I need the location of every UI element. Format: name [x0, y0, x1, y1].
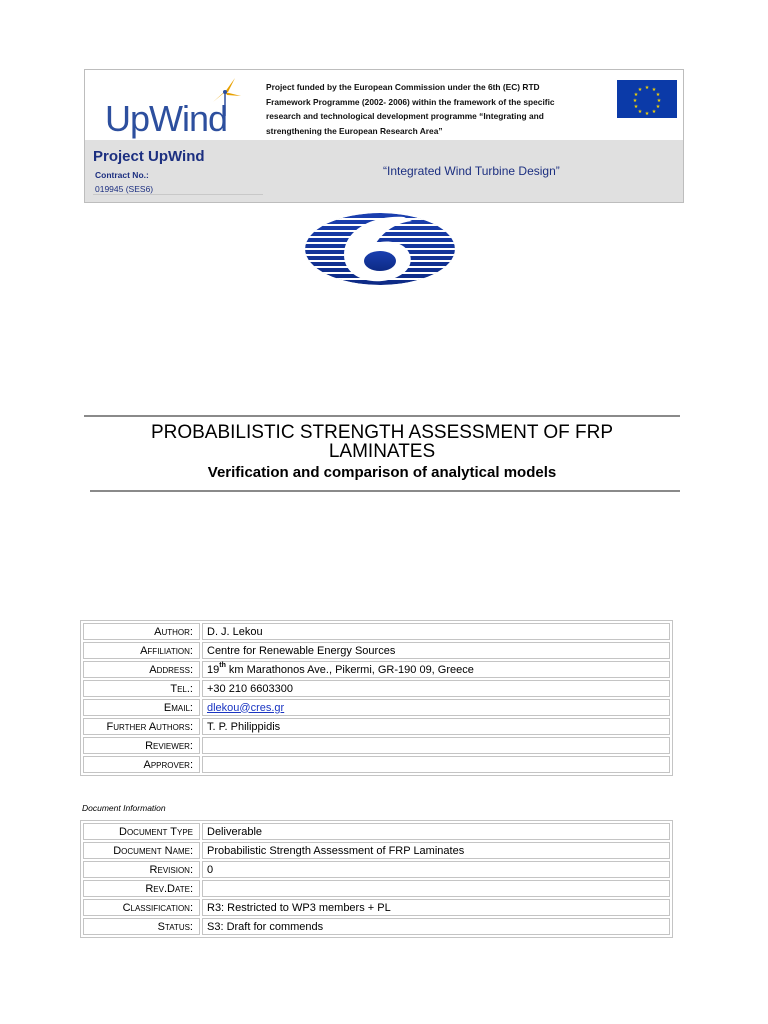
affiliation-value: Centre for Renewable Energy Sources [202, 642, 670, 659]
tel-label: Tel.: [83, 680, 200, 697]
address-label: Address: [83, 661, 200, 678]
table-row [83, 680, 670, 697]
revision-value: 0 [202, 861, 670, 878]
address-ordinal: th [219, 661, 226, 669]
project-tagline: “Integrated Wind Turbine Design” [383, 164, 560, 178]
table-row [83, 737, 670, 754]
table-row [83, 861, 670, 878]
reviewer-value [202, 737, 670, 754]
rev-date-label: Rev.Date: [83, 880, 200, 897]
svg-text:★: ★ [633, 104, 639, 110]
upwind-logo [99, 76, 269, 139]
project-header [84, 69, 684, 203]
header-top-section [85, 70, 683, 140]
project-title: Project UpWind [93, 148, 205, 165]
title-line: PROBABILISTIC STRENGTH ASSESSMENT OF FRP [150, 422, 614, 443]
doc-type-label: Document Type [83, 823, 200, 840]
author-label: Author: [83, 623, 200, 640]
title-rule-top [84, 415, 680, 417]
table-row [83, 699, 670, 716]
doc-name-value: Probabilistic Strength Assessment of FRP Laminates [202, 842, 670, 859]
table-row [83, 756, 670, 773]
wind-turbine-icon [207, 76, 243, 116]
contract-number: 019945 (SES6) [95, 184, 154, 194]
rev-date-value [202, 880, 670, 897]
funding-statement [266, 80, 596, 138]
address-number: 19 [207, 663, 220, 676]
document-title [84, 423, 680, 461]
table-row [83, 823, 670, 840]
address-value [202, 661, 670, 678]
approver-label: Approver: [83, 756, 200, 773]
svg-text:★: ★ [633, 92, 639, 98]
email-cell [202, 699, 670, 716]
fp6-logo [304, 211, 456, 287]
table-row [83, 880, 670, 897]
svg-text:★: ★ [651, 109, 657, 115]
status-label: Status: [83, 918, 200, 935]
table-row [83, 918, 670, 935]
funding-line: strengthening the European Research Area” [266, 125, 443, 136]
doc-type-value: Deliverable [202, 823, 670, 840]
svg-text:★: ★ [656, 98, 662, 104]
contract-underline [93, 194, 263, 195]
approver-value [202, 756, 670, 773]
revision-label: Revision: [83, 861, 200, 878]
funding-line: research and technological development programme “Integrating and [266, 111, 544, 121]
affiliation-label: Affiliation: [83, 642, 200, 659]
author-table [80, 620, 673, 776]
document-info-table [80, 820, 673, 938]
classification-label: Classification: [83, 899, 200, 916]
address-rest: km Marathonos Ave., Pikermi, GR-190 09, Greece [225, 663, 474, 676]
author-value: D. J. Lekou [202, 623, 670, 640]
reviewer-label: Reviewer: [83, 737, 200, 754]
funding-line: Project funded by the European Commission under the 6th (EC) RTD [266, 82, 540, 92]
svg-text:★: ★ [644, 85, 650, 91]
funding-line: Framework Programme (2002- 2006) within the framework of the specific [266, 96, 555, 107]
table-row [83, 623, 670, 640]
table-row [83, 661, 670, 678]
header-bottom-section [85, 140, 683, 202]
table-row [83, 642, 670, 659]
svg-text:★: ★ [632, 98, 638, 104]
svg-text:★: ★ [637, 87, 643, 93]
table-row [83, 718, 670, 735]
doc-name-label: Document Name: [83, 842, 200, 859]
svg-text:★: ★ [655, 92, 661, 98]
title-rule-bottom [90, 490, 680, 492]
further-authors-label: Further Authors: [83, 718, 200, 735]
contract-label: Contract No.: [95, 170, 149, 180]
svg-text:★: ★ [651, 87, 657, 93]
classification-value: R3: Restricted to WP3 members + PL [202, 899, 670, 916]
logo-text: UpWind [105, 98, 228, 139]
tel-value: +30 210 6603300 [202, 680, 670, 697]
svg-text:★: ★ [644, 111, 650, 117]
table-row [83, 899, 670, 916]
document-subtitle: Verification and comparison of analytical models [207, 464, 557, 481]
email-label: Email: [83, 699, 200, 716]
table-row [83, 842, 670, 859]
document-information-label: Document Information [82, 803, 166, 813]
further-authors-value: T. P. Philippidis [202, 718, 670, 735]
svg-text:★: ★ [637, 109, 643, 115]
svg-text:★: ★ [655, 104, 661, 110]
email-link[interactable]: dlekou@cres.gr [207, 701, 285, 714]
eu-flag-icon [617, 80, 677, 118]
title-line: LAMINATES [328, 441, 436, 462]
status-value: S3: Draft for commends [202, 918, 670, 935]
